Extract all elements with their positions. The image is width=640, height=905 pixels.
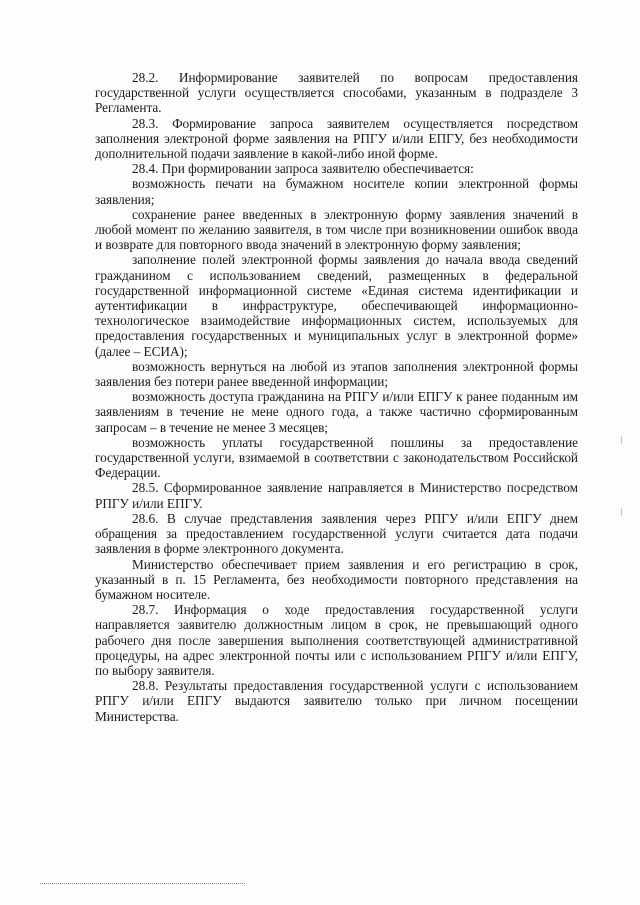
document-body [95,70,578,724]
list-item-save-values: сохранение ранее введенных в электронную форму заявления значений в любой момент по желанию заявителя, в том числе при возникновении ошибок ввода и возврате для повторного ввода значений в электронную форму заявления; [95,206,578,253]
paragraph-28-2: 28.2. Информирование заявителей по вопросам предоставления государственной услуги осуществляется способами, указанным в подразделе 3 Регламента. [95,70,578,116]
paragraph-28-6: 28.6. В случае представления заявления через РПГУ и/или ЕПГУ днем обращения за предоставлением государственной услуги считается дата подачи заявления в форме электронного документа. [95,510,578,557]
paragraph-28-5: 28.5. Сформированное заявление направляется в Министерство посредством РПГУ и/или ЕПГУ. [95,480,578,511]
footnote-separator [40,883,245,884]
paragraph-28-4: 28.4. При формировании запроса заявителю обеспечивается: [132,161,474,177]
paragraph-28-3: 28.3. Формирование запроса заявителем осуществляется посредством заполнения электроной форме заявления на РПГУ и/или ЕПГУ, без необходимости дополнительной подачи заявление в какой-либо иной форме. [95,115,578,162]
list-item-pay-fee: возможность уплаты государственной пошлины за предоставление государственной услуги, взимаемой в соответствии с законодательством Российской Федерации. [95,434,578,481]
list-item-access-history: возможность доступа гражданина на РПГУ и/или ЕПГУ к ранее поданным им заявлениям в течение не мене одного года, а также частично сформированным запросам – в течение не менее 3 месяцев; [95,389,578,435]
paragraph-ministry-registration: Министерство обеспечивает прием заявления и его регистрацию в срок, указанный в п. 15 Регламента, без необходимости повторного представления на бумажном носителе. [95,556,578,602]
list-item-prefill-esia: заполнение полей электронной формы заявления до начала ввода сведений гражданином с использованием сведений, размещенных в федеральной государственной информационной системе «Единая система идентификации и аутентификации в инфраструктуре, обеспечивающей информационно-технологическое взаимодействие информационных систем, используемых для предоставления государственных и муниципальных услуг в электронной форме» (далее – ЕСИА); [95,252,578,359]
paragraph-28-8: 28.8. Результаты предоставления государственной услуги с использованием РПГУ и/или ЕПГУ выдаются заявителю только при личном посещении Министерства. [95,678,578,724]
list-item-return-step: возможность вернуться на любой из этапов заполнения электронной формы заявления без потери ранее введенной информации; [95,358,578,390]
scan-margin-mark [621,436,622,444]
list-item-print-copy: возможность печати на бумажном носителе копии электронной формы заявления; [95,176,578,207]
paragraph-28-7: 28.7. Информация о ходе предоставления государственной услуги направляется заявителю должностным лицом в срок, не превышающий одного рабочего дня после завершения выполнения соответствующей административной процедуры, на адрес электронной почты или с использованием РПГУ и/или ЕПГУ, по выбору заявителя. [95,602,578,678]
scan-margin-mark [621,508,622,516]
